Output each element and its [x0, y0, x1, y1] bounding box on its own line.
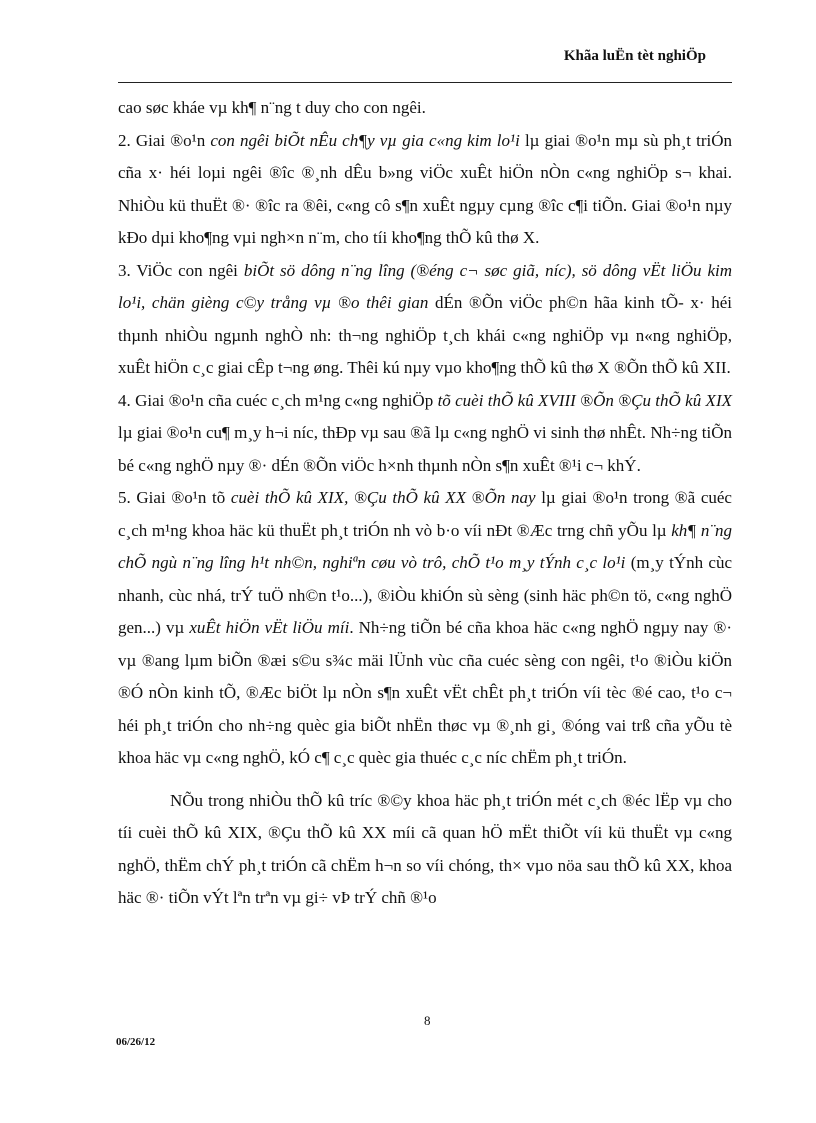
paragraph-stage-3: 3. ViÖc con ngêi biÕt sö dông n¨ng lîng (®éng c¬ søc giã, níc), sö dông vËt liÖu kim lo¹i, chän gièng c©y trång vµ ®o thêi gian dÉn ®Õn viÖc ph©n hãa kinh tÕ- x· héi thµnh nhiÒu ngµnh nghÒ nh: th¬ng nghiÖp t¸ch khái c«ng nghiÖp vµ n«ng nghiÖp, xuÊt hiÖn c¸c giai cÊp t¬ng øng. Thêi kú nµy vµo kho¶ng thÕ kû thø X ®Õn thÕ kû XII.	[118, 260, 733, 377]
document-body	[118, 92, 732, 915]
document-header-title: Khãa luËn tèt nghiÖp	[563, 48, 706, 64]
paragraph-conclusion: NÕu trong nhiÒu thÕ kû tríc ®©y khoa häc ph¸t triÓn mét c¸ch ®éc lËp vµ cho tíi cuèi thÕ kû XIX, ®Çu thÕ kû XX míi cã quan hÖ mËt thiÕt víi kü thuËt vµ c«ng nghÖ, thËm chÝ ph¸t triÓn cã chËm h¬n so víi chóng, th× vµo nöa sau thÕ kû XX, khoa häc ®· tiÕn vÝt lªn trªn vµ gi÷ vÞ trÝ chñ ®¹o	[118, 790, 732, 907]
paragraph-stage-4: 4. Giai ®o¹n cña cuéc c¸ch m¹ng c«ng nghiÖp tõ cuèi thÕ kû XVIII ®Õn ®Çu thÕ kû XIX lµ giai ®o¹n cu¶ m¸y h¬i níc, thÐp vµ sau ®ã lµ c«ng nghÖ vi sinh thø nhÊt. Nh÷ng tiÕn bé c«ng nghÖ nµy ®· dÉn ®Õn viÖc h×nh thµnh nÒn s¶n xuÊt ®¹i c¬ khÝ.	[118, 390, 732, 475]
page-number: 8	[424, 1013, 431, 1028]
paragraph-stage-5: 5. Giai ®o¹n tõ cuèi thÕ kû XIX, ®Çu thÕ kû XX ®Õn nay lµ giai ®o¹n trong ®ã cuéc c¸ch m¹ng khoa häc kü thuËt ph¸t triÓn nh vò b·o víi nÐt ®Æc trng chñ yÕu lµ kh¶ n¨ng chÕ ngù n¨ng lîng h¹t nh©n, nghiªn cøu vò trô, chÕ t¹o m¸y tÝnh c¸c lo¹i (m¸y tÝnh cùc nhanh, cùc nhá, trÝ tuÖ nh©n t¹o...), ®iÒu khiÓn sù sèng (sinh häc ph©n tö, c«ng nghÖ gen...) vµ xuÊt hiÖn vËt liÖu míi. Nh÷ng tiÕn bé cña khoa häc c«ng nghÖ ngµy nay ®· vµ ®ang lµm biÕn ®æi s©u s¾c mäi lÜnh vùc cña cuéc sèng con ngêi, t¹o ®iÒu kiÖn ®Ó nÒn kinh tÕ, ®Æc biÖt lµ nÒn s¶n xuÊt vËt chÊt ph¸t triÓn víi tèc ®é cao, t¹o c¬ héi ph¸t triÓn cho nh÷ng quèc gia biÕt nhËn thøc vµ ®¸nh gi¸ ®óng vai trß cña yÕu tè khoa häc vµ c«ng nghÖ, kÓ c¶ c¸c quèc gia thuéc c¸c níc chËm ph¸t triÓn.	[118, 488, 733, 767]
paragraph-stage-2: 2. Giai ®o¹n con ngêi biÕt nÊu ch¶y vµ gia c«ng kim lo¹i lµ giai ®o¹n mµ sù ph¸t triÓn cña x· héi loµi ngêi ®îc ®¸nh dÊu b»ng viÖc xuÊt hiÖn nÒn c«ng nghiÖp s¬ khai. NhiÒu kü thuËt ®· ®îc ra ®êi, c«ng cô s¶n xuÊt ngµy cµng ®îc c¶i tiÕn. Giai ®o¹n nµy kÐo dµi kho¶ng vµi ngh×n n¨m, cho tíi kho¶ng thÕ kû thø X.	[118, 130, 732, 247]
header-divider	[118, 82, 732, 83]
footer-date: 06/26/12	[116, 1036, 156, 1048]
paragraph-0: cao søc kháe vµ kh¶ n¨ng t duy cho con ngêi.	[118, 98, 426, 117]
